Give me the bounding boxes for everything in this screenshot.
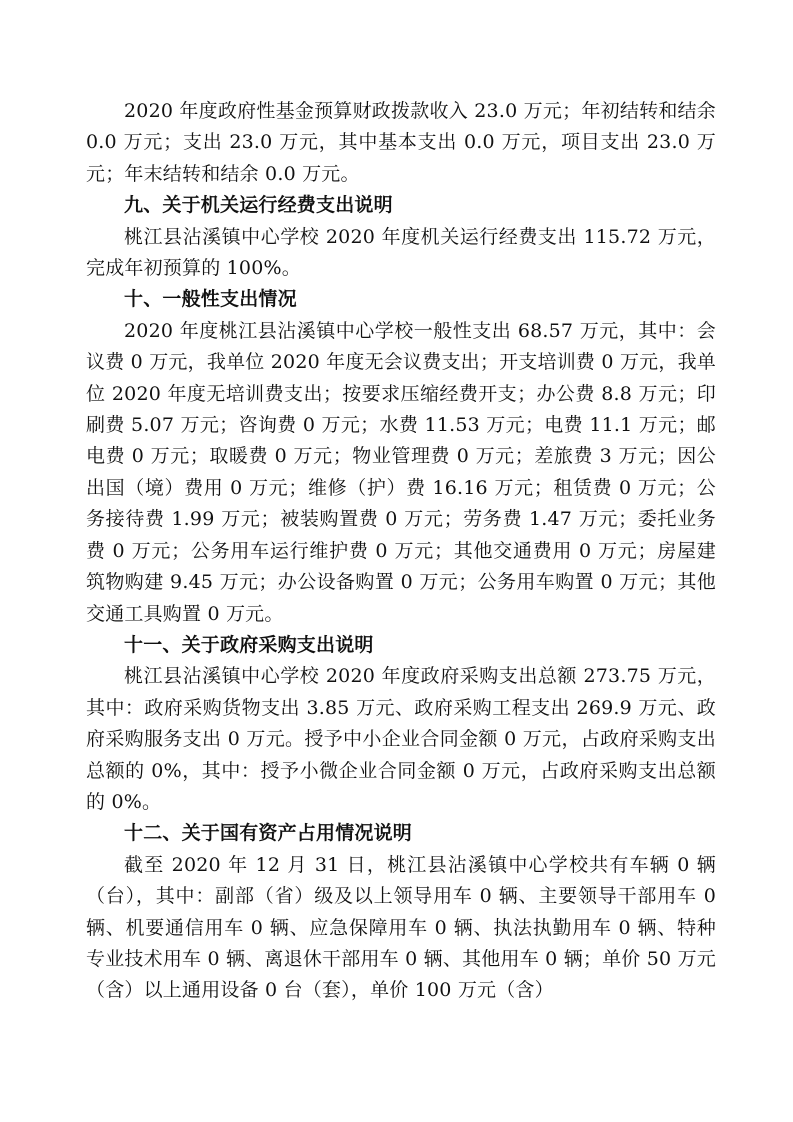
section-heading-11: 十一、关于政府采购支出说明 (124, 633, 374, 656)
section-heading-10: 十、一般性支出情况 (124, 288, 297, 311)
section-heading-9: 九、关于机关运行经费支出说明 (124, 194, 393, 217)
paragraph-general-expenses: 2020 年度桃江县沾溪镇中心学校一般性支出 68.57 万元，其中：会议费 0 万元，我单位 2020 年度无会议费支出；开支培训费 0 万元，我单位 2020 年度无培训费支出；按要求压缩经费开支；办公费 8.8 万元；印刷费 5.07 万元；咨询费 0 万元；水费 11.53 万元；电费 11.1 万元；邮电费 0 万元；取暖费 0 万元；物业管理费 0 万元；差旅费 3 万元；因公出国（境）费用 0 万元；维修（护）费 16.16 万元；租赁费 0 万元；公务接待费 1.99 万元；被装购置费 0 万元；劳务费 1.47 万元；委托业务费 0 万元；公务用车运行维护费 0 万元；其他交通费用 0 万元；房屋建筑物购建 9.45 万元；办公设备购置 0 万元；公务用车购置 0 万元；其他交通工具购置 0 万元。 (86, 319, 716, 625)
section-heading-12: 十二、关于国有资产占用情况说明 (124, 822, 413, 845)
document-body (86, 96, 716, 1007)
paragraph-procurement: 桃江县沾溪镇中心学校 2020 年度政府采购支出总额 273.75 万元，其中：政府采购货物支出 3.85 万元、政府采购工程支出 269.9 万元、政府采购服务支出 0 万元。授予中小企业合同金额 0 万元，占政府采购支出总额的 0%，其中：授予小微企业合同金额 0 万元，占政府采购支出总额的 0%。 (86, 665, 716, 813)
paragraph-operating-expenses: 桃江县沾溪镇中心学校 2020 年度机关运行经费支出 115.72 万元，完成年初预算的 100%。 (86, 225, 716, 280)
paragraph-fund-budget: 2020 年度政府性基金预算财政拨款收入 23.0 万元；年初结转和结余 0.0 万元；支出 23.0 万元，其中基本支出 0.0 万元，项目支出 23.0 万元；年末结转和结余 0.0 万元。 (86, 100, 716, 185)
paragraph-state-assets: 截至 2020 年 12 月 31 日，桃江县沾溪镇中心学校共有车辆 0 辆（台），其中：副部（省）级及以上领导用车 0 辆、主要领导干部用车 0 辆、机要通信用车 0 辆、应急保障用车 0 辆、执法执勤用车 0 辆、特种专业技术用车 0 辆、离退休干部用车 0 辆、其他用车 0 辆；单价 50 万元（含）以上通用设备 0 台（套），单价 100 万元（含） (86, 853, 716, 1002)
